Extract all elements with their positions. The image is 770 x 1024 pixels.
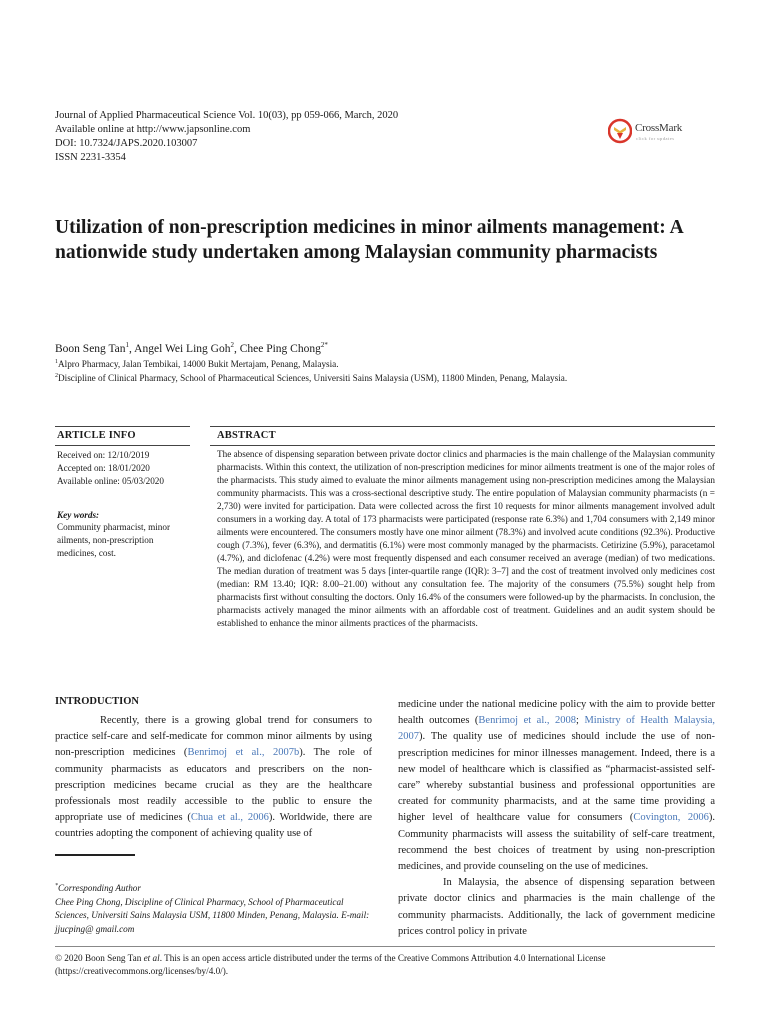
article-info-rule-top <box>55 426 190 427</box>
introduction-heading: INTRODUCTION <box>55 696 140 707</box>
article-dates <box>57 449 164 488</box>
author-affil-marker: 2* <box>320 341 328 349</box>
journal-citation: Journal of Applied Pharmaceutical Science Vol. 10(03), pp 059-066, March, 2020 <box>55 110 399 121</box>
citation-link[interactable]: Benrimoj et al., 2008 <box>478 715 577 727</box>
author-name: Angel Wei Ling Goh <box>134 342 231 355</box>
body-text: Recently, there is a growing global trend for consumers to practice self-care and self-medicate for common minor ailments by using non-prescription medicines ( <box>55 715 372 759</box>
footnote-label: Corresponding Author <box>58 883 141 894</box>
author-name: Boon Seng Tan <box>55 342 126 355</box>
license-part: © 2020 Boon Seng Tan <box>55 953 144 963</box>
license-part: et al <box>143 953 160 963</box>
crossmark-label: CrossMark <box>635 122 683 134</box>
affiliation-marker: 1 <box>55 359 58 365</box>
footnote-rule <box>55 854 135 856</box>
author-list <box>55 341 328 355</box>
corresponding-author-note <box>55 880 375 936</box>
introduction-column-1 <box>55 713 372 843</box>
affiliation-1 <box>55 359 339 369</box>
affiliation-text: Discipline of Clinical Pharmacy, School of Pharmaceutical Sciences, Universiti Sains Malaysia (USM), 11800 Minden, Penang, Malaysia. <box>58 373 568 384</box>
accepted-date: Accepted on: 18/01/2020 <box>57 463 150 473</box>
body-text: ; <box>576 715 585 727</box>
citation-link[interactable]: Benrimoj et al., 2007b <box>187 747 300 759</box>
affiliation-2 <box>55 373 567 383</box>
crossmark-sublabel: click for updates <box>636 136 675 141</box>
article-info-rule-bottom <box>55 445 190 446</box>
abstract-rule-bottom <box>210 445 715 446</box>
introduction-column-2 <box>398 697 715 940</box>
license-text <box>55 952 715 977</box>
keywords-text: Community pharmacist, minor ailments, non-prescription medicines, cost. <box>57 522 171 558</box>
journal-header <box>55 109 398 165</box>
license-rule <box>55 946 715 947</box>
citation-link[interactable]: Ministry of Health Malaysia, 2007 <box>398 715 715 743</box>
citation-link[interactable]: Chua et al., 2006 <box>190 812 269 824</box>
journal-url[interactable]: Available online at http://www.japsonline.com <box>55 124 251 135</box>
abstract-rule-top <box>210 426 715 427</box>
footnote-marker: * <box>55 883 58 889</box>
available-date: Available online: 05/03/2020 <box>57 476 164 486</box>
paragraph <box>398 697 715 875</box>
author-affil-marker: 2 <box>230 341 234 349</box>
journal-issn: ISSN 2231-3354 <box>55 152 126 163</box>
author-name: Chee Ping Chong <box>239 342 321 355</box>
footnote-text: Chee Ping Chong, Discipline of Clinical Pharmacy, School of Pharmaceutical Sciences, Universiti Sains Malaysia USM, 11800 Minden, Penang, Malaysia. E-mail: jjucping@ gmail.com <box>55 896 370 934</box>
article-title: Utilization of non-prescription medicines in minor ailments management: A nationwide study undertaken among Malaysian community pharmacists <box>55 217 683 263</box>
body-text: ). The role of community pharmacists as educators and prescribers on the non-prescription medicines became crucial as they are the healthcare professionals most readily accessible to the public to ensure the appropriate use of medicines ( <box>55 747 372 824</box>
affiliation-marker: 2 <box>55 373 58 379</box>
body-text: ). The quality use of medicines should include the use of non-prescription medicines for minor illnesses management. Indeed, there is a new model of healthcare which is classified as “pharmacist-assisted self-care” whereby substantial business and professional opportunities are created for community pharmacists, and at the same time providing a higher level of healthcare value for consumers ( <box>398 731 715 824</box>
article-info-heading: ARTICLE INFO <box>57 430 136 441</box>
body-text: ). Community pharmacists will assess the suitability of self-care treatment, recommend the best choices of treatment by using non-prescription medicines, and provide counseling on the use of medicines. <box>398 812 715 873</box>
author-separator: , <box>233 342 240 355</box>
abstract-text: The absence of dispensing separation between private doctor clinics and pharmacies is the main challenge of the Malaysian community pharmacists. Within this context, the utilization of non-prescription medicines for minor ailments treatment is one of the major roles of the pharmacists. This study aimed to evaluate the minor ailments management using non-prescription medicines among the Malaysian community pharmacists. This was a cross-sectional descriptive study. The entire population of Malaysian community pharmacists (n = 2,730) were invited for participation. Data were collected across the first 10 requests for minor ailments management involved adult consumers in a working day. A total of 173 pharmacists were participated (response rate 6.3%) and 1,704 consumers with 2,149 minor ailments were encountered. The consumers mostly have one minor ailment (78.3%) and involved acute conditions (92.3%). Productive cough (7.3%), fever (6.3%), and dermatitis (6.1%) were most commonly managed by the pharmacists. Cetirizine (5.9%), paracetamol (4.7%), and diclofenac (4.2%) were most frequently dispensed and each consumer received an average (median) of two medications. The median duration of treatment was 5 days [inter-quartile range (IQR): 3–7] and the cost of treatment involved only medicines cost (median: RM 13.40; IQR: 8.00–21.00) without any consultation fee. The majority of the consumers (75.5%) sought help from pharmacists first without consulting the doctors. Only 16.4% of the consumers were followed-up by the pharmacists. In conclusion, the pharmacists actively managed the minor ailments with an affordable cost of treatment. Guidelines and an audit system should be established to enhance the minor ailments practices of the pharmacists. <box>217 449 716 628</box>
license-part: . This is an open access article distributed under the terms of the Creative Commons Attribution 4.0 International License (https://creativecommons.org/licenses/by/4.0/). <box>55 953 606 976</box>
abstract-heading: ABSTRACT <box>217 430 276 441</box>
received-date: Received on: 12/10/2019 <box>57 450 150 460</box>
keywords-heading: Key words: <box>57 510 100 520</box>
crossmark-badge[interactable] <box>608 118 708 150</box>
citation-link[interactable]: Covington, 2006 <box>633 812 709 824</box>
body-text: medicine under the national medicine policy with the aim to provide better health outcomes ( <box>398 699 715 727</box>
affiliation-text: Alpro Pharmacy, Jalan Tembikai, 14000 Bukit Mertajam, Penang, Malaysia. <box>58 359 339 370</box>
body-text: ). Worldwide, there are countries adopting the component of achieving quality use of <box>55 812 372 840</box>
paragraph: In Malaysia, the absence of dispensing separation between private doctor clinics and pharmacies is the main challenge of the community pharmacists. Additionally, the lack of government medicine prices control policy in private <box>398 877 715 937</box>
author-separator: , <box>129 342 135 355</box>
crossmark-icon <box>608 118 632 144</box>
author-affil-marker: 1 <box>125 341 130 349</box>
journal-doi[interactable]: DOI: 10.7324/JAPS.2020.103007 <box>55 138 198 149</box>
